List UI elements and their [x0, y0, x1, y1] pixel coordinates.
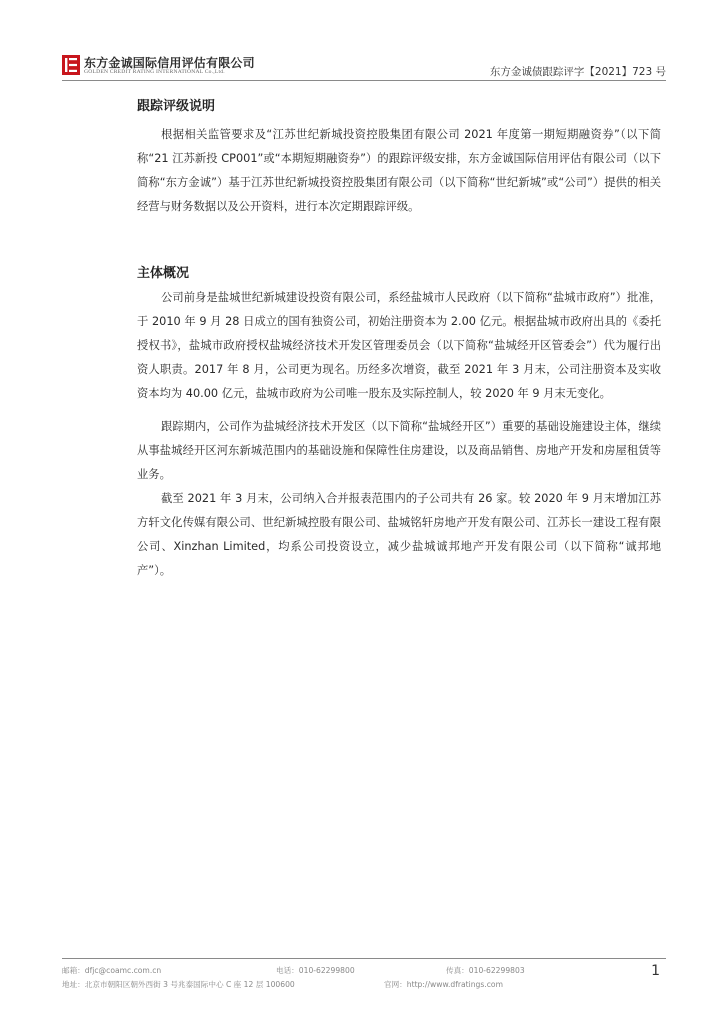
section-title-entity-overview: 主体概况: [137, 266, 190, 281]
paragraph: 截至 2021 年 3 月末，公司纳入合并报表范围内的子公司共有 26 家。较 2020 年 9 月末增加江苏方轩文化传媒有限公司、世纪新城控股有限公司、盐城铭轩房地产开发有限公司、江苏长一建设工程有限公司、Xinzhan Limited，均系公司投资设立，减少盐城诚邦地产开发有限公司（以下简称“诚邦地产”）。: [137, 492, 661, 578]
footer-fax: 传真：010-62299803: [446, 966, 525, 975]
company-name-en: GOLDEN CREDIT RATING INTERNATIONAL Co.,Ltd.: [84, 69, 225, 75]
paragraph: 根据相关监管要求及“江苏世纪新城投资控股集团有限公司 2021 年度第一期短期融资券”（以下简称“21 江苏新投 CP001”或“本期短期融资券”）的跟踪评级安排，东方金诚国际信用评估有限公司（以下简称“东方金诚”）基于江苏世纪新城投资控股集团有限公司（以下简称“世纪新城”或“公司”）提供的相关经营与财务数据以及公开资料，进行本次定期跟踪评级。: [137, 128, 661, 214]
page-header: [62, 54, 666, 81]
footer-address: 地址：北京市朝阳区朝外西街 3 号兆泰国际中心 C 座 12 层 100600: [62, 980, 295, 989]
company-name-cn: 东方金诚国际信用评估有限公司: [84, 56, 255, 70]
footer-email: 邮箱：dfjc@coamc.com.cn: [62, 966, 162, 975]
page-footer: [62, 958, 666, 999]
paragraph: 跟踪期内，公司作为盐城经济技术开发区（以下简称“盐城经开区”）重要的基础设施建设主体，继续从事盐城经开区河东新城范围内的基础设施和保障性住房建设，以及商品销售、房地产开发和房屋租赁等业务。: [137, 420, 661, 482]
page-number: 1: [651, 963, 660, 979]
report-number: 东方金诚债跟踪评字【2021】723 号: [489, 66, 666, 78]
footer-phone: 电话：010-62299800: [276, 966, 355, 975]
company-logo-icon: [62, 55, 80, 75]
paragraph: 公司前身是盐城世纪新城建设投资有限公司，系经盐城市人民政府（以下简称“盐城市政府”）批准，于 2010 年 9 月 28 日成立的国有独资公司，初始注册资本为 2.00 亿元。根据盐城市政府出具的《委托授权书》，盐城市政府授权盐城经济技术开发区管理委员会（以下简称“盐城经开区管委会”）代为履行出资人职责。2017 年 8 月，公司更为现名。历经多次增资，截至 2021 年 3 月末，公司注册资本及实收资本均为 40.00 亿元，盐城市政府为公司唯一股东及实际控制人，较 2020 年 9 月末无变化。: [137, 291, 661, 401]
section-title-tracking-rating: 跟踪评级说明: [137, 99, 216, 114]
footer-website: 官网：http://www.dfratings.com: [384, 980, 503, 989]
